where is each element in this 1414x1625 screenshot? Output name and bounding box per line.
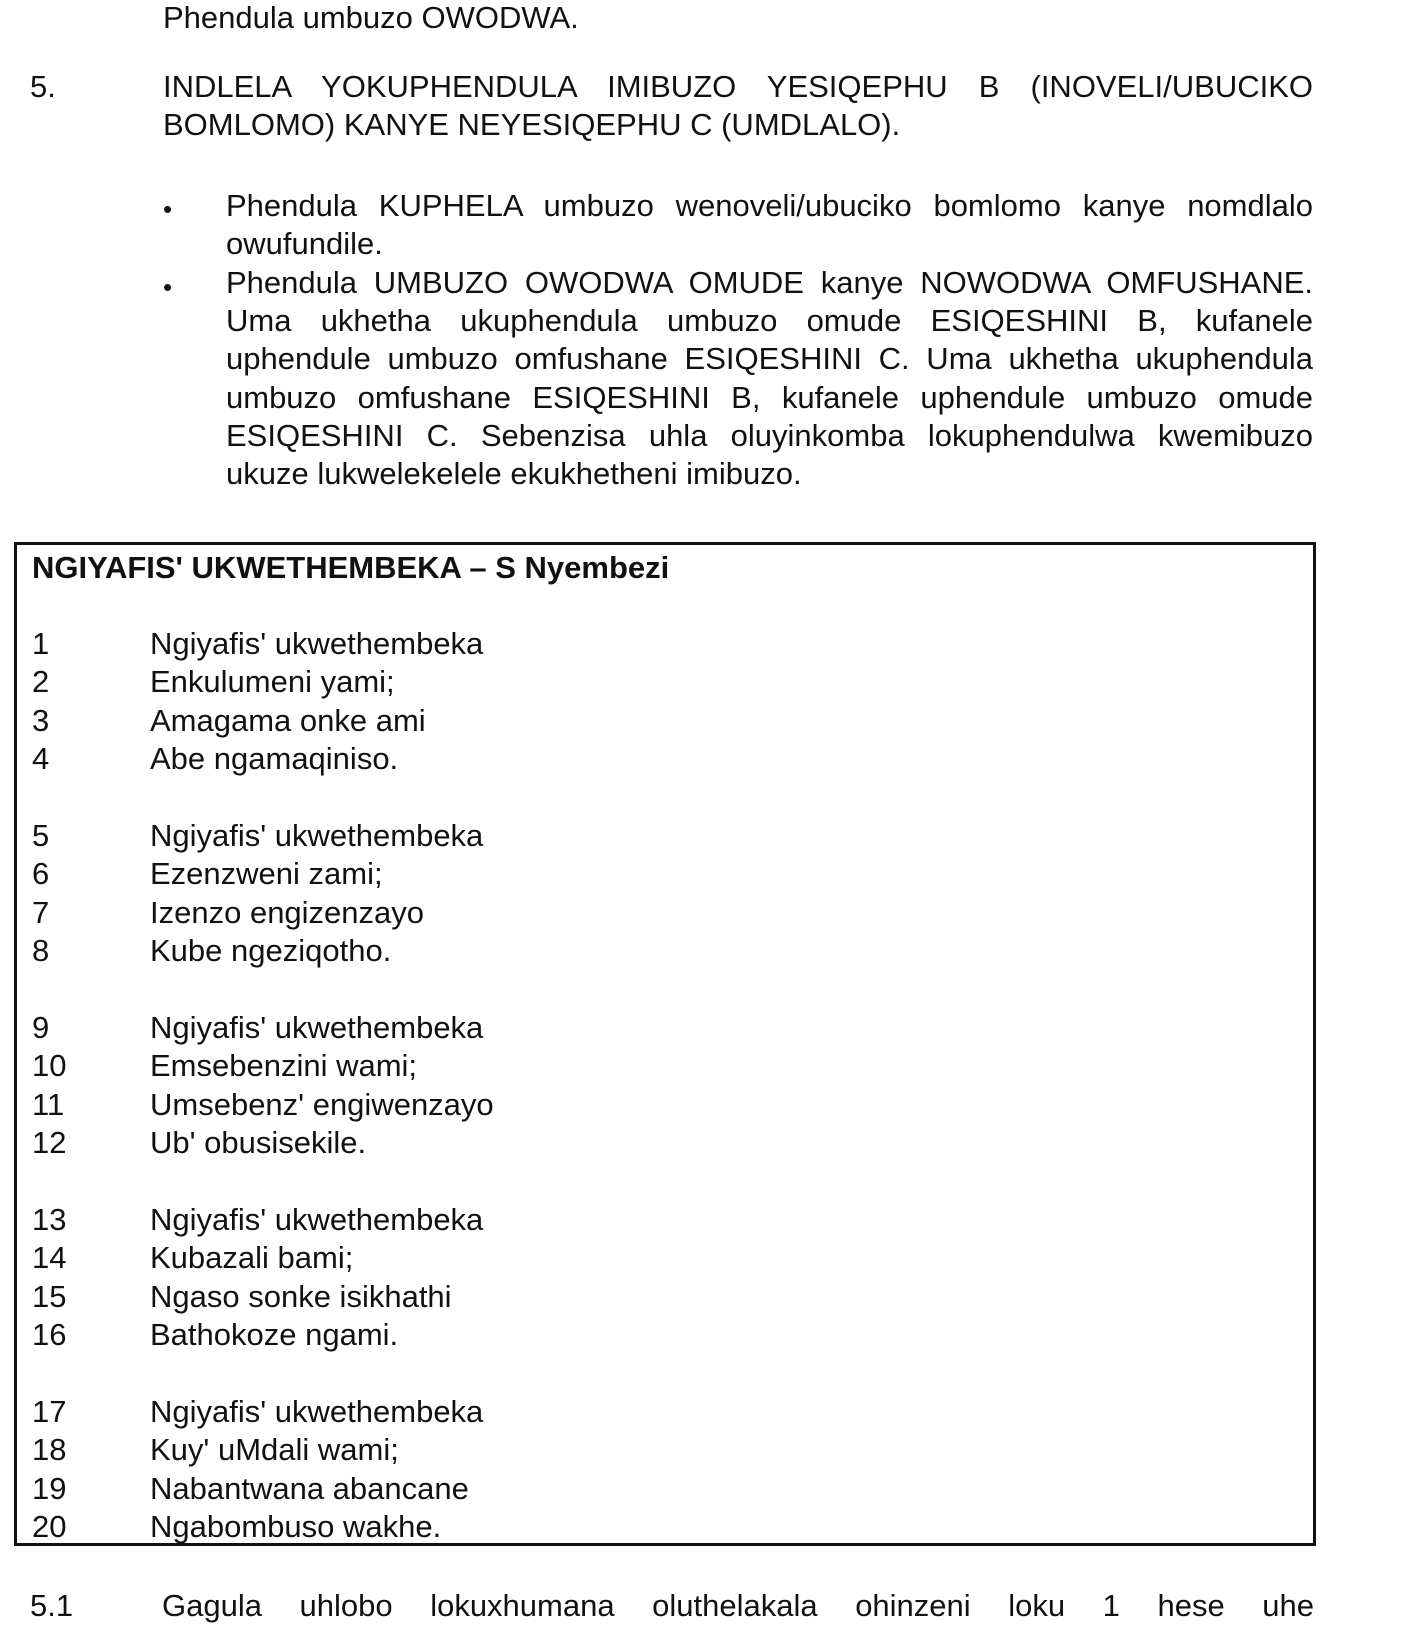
- poem-line-number: 4: [32, 740, 50, 776]
- poem-line-number: 16: [32, 1316, 67, 1352]
- poem-line-number: 9: [32, 1010, 50, 1045]
- poem-line-number: 8: [32, 932, 50, 968]
- next-question-number: 5.1: [30, 1588, 74, 1623]
- poem-line-text: Bathokoze ngami.: [150, 1316, 399, 1352]
- poem-line-text: Ngiyafis' ukwethembeka: [150, 1010, 484, 1045]
- bullet-dot-2: •: [163, 272, 173, 302]
- poem-line-text: Ngiyafis' ukwethembeka: [150, 626, 484, 661]
- poem-line-text: Ngiyafis' ukwethembeka: [150, 818, 484, 853]
- poem-line-text: Abe ngamaqiniso.: [150, 740, 399, 776]
- poem-title: NGIYAFIS' UKWETHEMBEKA – S Nyembezi: [32, 550, 670, 585]
- poem-line-text: Kubazali bami;: [150, 1240, 354, 1276]
- poem-line-number: 11: [32, 1086, 65, 1122]
- next-question-text: Gagula uhlobo lokuxhumana oluthelakala ohinzeni loku 1 hese uhe: [162, 1588, 1314, 1623]
- poem-line-text: Amagama onke ami: [150, 702, 426, 738]
- poem-line-text: Ngabombuso wakhe.: [150, 1508, 442, 1544]
- poem-line-number: 6: [32, 856, 50, 892]
- poem-line-number: 15: [32, 1278, 67, 1314]
- poem-line-text: Ngiyafis' ukwethembeka: [150, 1202, 484, 1237]
- poem-line-number: 18: [32, 1432, 67, 1468]
- poem-line-number: 17: [32, 1394, 67, 1429]
- poem-line-number: 14: [32, 1240, 67, 1276]
- poem-line-text: Nabantwana abancane: [150, 1470, 469, 1506]
- poem-line-number: 2: [32, 664, 50, 700]
- poem-box: [14, 542, 1316, 1546]
- poem-line-number: 19: [32, 1470, 67, 1506]
- poem-line-number: 1: [32, 626, 50, 661]
- poem-line-number: 20: [32, 1508, 67, 1544]
- bullet-text-1: Phendula KUPHELA umbuzo wenoveli/ubuciko bomlomo kanye nomdlalo owufundile.: [226, 188, 1313, 262]
- poem-line-number: 12: [32, 1124, 67, 1160]
- poem-line-number: 10: [32, 1048, 67, 1084]
- intro-line: Phendula umbuzo OWODWA.: [163, 0, 579, 35]
- poem-line-text: Ngaso sonke isikhathi: [150, 1278, 452, 1314]
- poem-line-number: 13: [32, 1202, 67, 1237]
- poem-line-text: Izenzo engizenzayo: [150, 894, 425, 930]
- poem-line-text: Ezenzweni zami;: [150, 856, 383, 892]
- poem-line-text: Ngiyafis' ukwethembeka: [150, 1394, 484, 1429]
- poem-line-text: Enkulumeni yami;: [150, 664, 395, 700]
- bullet-text-2: Phendula UMBUZO OWODWA OMUDE kanye NOWODWA OMFUSHANE. Uma ukhetha ukuphendula umbuzo omude ESIQESHINI B, kufanele uphendule umbuzo omfushane ESIQESHINI C. Uma ukhetha ukuphendula umbuzo omfushane ESIQESHINI B, kufanele uphendule umbuzo omude ESIQESHINI C. Sebenzisa uhla oluyinkomba lokuphendulwa kwemibuzo ukuze lukwelekelele ekukhetheni imibuzo.: [226, 265, 1313, 492]
- poem-line-number: 3: [32, 702, 50, 738]
- instruction-number: 5.: [30, 69, 56, 104]
- poem-line-text: Ub' obusisekile.: [150, 1124, 367, 1160]
- instruction-heading: INDLELA YOKUPHENDULA IMIBUZO YESIQEPHU B (INOVELI/UBUCIKO BOMLOMO) KANYE NEYESIQEPHU C (UMDLALO).: [163, 69, 1313, 143]
- bullet-dot-1: •: [163, 194, 173, 224]
- poem-line-text: Kuy' uMdali wami;: [150, 1432, 399, 1468]
- poem-line-text: Emsebenzini wami;: [150, 1048, 418, 1084]
- poem-line-text: Kube ngeziqotho.: [150, 932, 392, 968]
- poem-line-number: 5: [32, 818, 50, 853]
- poem-line-number: 7: [32, 894, 50, 930]
- poem-line-text: Umsebenz' engiwenzayo: [150, 1086, 494, 1122]
